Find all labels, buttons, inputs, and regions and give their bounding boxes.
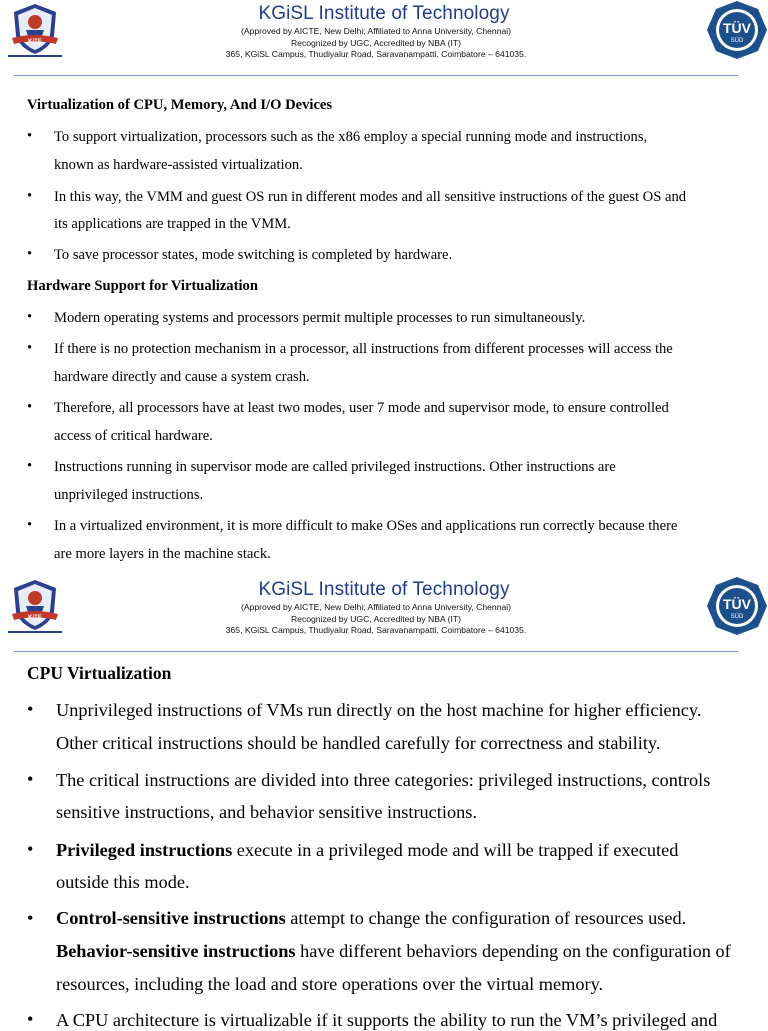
svg-text:SÜD: SÜD [730, 614, 744, 620]
bullet-text: In this way, the VMM and guest OS run in different modes and all sensitive instructions of the guest OS and [54, 189, 687, 205]
bullet-text-rest: execute in a privileged mode and will be trapped if executed [232, 840, 679, 860]
svg-text:KiTE: KiTE [28, 39, 42, 45]
bullet-text: In a virtualized environment, it is more difficult to make OSes and applications run correctly because there [54, 518, 678, 534]
bullet-text: outside this mode. [56, 872, 190, 892]
bullet-marker: • [27, 340, 33, 356]
tuv-logo-icon [706, 0, 768, 60]
header-divider-1 [14, 75, 738, 76]
bullet-text: A CPU architecture is virtualizable if it supports the ability to run the VM’s privileged and [56, 1010, 718, 1030]
bullet-text: hardware directly and cause a system crash. [54, 369, 310, 385]
institute-recognition-line: Recognized by UGC, Accredited by NBA (IT) [290, 38, 462, 48]
term-privileged-instructions: Privileged instructions [56, 840, 233, 860]
term-behavior-sensitive: Behavior-sensitive instructions [56, 941, 296, 961]
bullet-text: sensitive instructions, and behavior sensitive instructions. [56, 802, 477, 822]
bullet-marker: • [27, 309, 33, 325]
section-heading-cpu-virtualization: CPU Virtualization [27, 663, 172, 683]
bullet-text: The critical instructions are divided into three categories: privileged instructions, controls [56, 770, 711, 790]
svg-text:SÜD: SÜD [730, 38, 744, 44]
page-header-2 [0, 576, 768, 652]
bullet-marker: • [27, 839, 34, 859]
term-control-sensitive: Control-sensitive instructions [56, 908, 286, 928]
bullet-marker: • [27, 517, 33, 533]
bullet-marker: • [27, 458, 33, 474]
bullet-text: unprivileged instructions. [54, 487, 204, 503]
bullet-text: known as hardware-assisted virtualization. [54, 157, 303, 173]
bullet-text [56, 941, 731, 962]
institute-address-line: 365, KGiSL Campus, Thudiyalur Road, Saravanampatti, Coimbatore – 641035. [225, 49, 527, 59]
institute-approval-line: (Approved by AICTE, New Delhi; Affiliated to Anna University, Chennai) [240, 26, 512, 36]
institute-approval-line: (Approved by AICTE, New Delhi; Affiliated to Anna University, Chennai) [240, 602, 512, 612]
section-heading-virtualization: Virtualization of CPU, Memory, And I/O Devices [27, 97, 333, 113]
bullet-text: Instructions running in supervisor mode are called privileged instructions. Other instructions are [54, 459, 616, 475]
bullet-marker: • [27, 246, 33, 262]
bullet-text [56, 908, 686, 929]
institute-address-line: 365, KGiSL Campus, Thudiyalur Road, Saravanampatti, Coimbatore – 641035. [225, 625, 527, 635]
bullet-marker: • [27, 908, 34, 928]
page-header-1 [0, 0, 768, 76]
bullet-marker: • [27, 399, 33, 415]
bullet-text-rest: attempt to change the configuration of resources used. [285, 908, 687, 928]
bullet-text: If there is no protection mechanism in a processor, all instructions from different processes will access the [54, 341, 673, 357]
bullet-text: are more layers in the machine stack. [54, 546, 271, 562]
bullet-text: To save processor states, mode switching is completed by hardware. [54, 247, 453, 263]
institute-recognition-line: Recognized by UGC, Accredited by NBA (IT) [290, 614, 462, 624]
bullet-text-rest: have different behaviors depending on the configuration of [295, 941, 731, 961]
svg-text:TÜV: TÜV [723, 596, 751, 612]
bullet-marker: • [27, 188, 33, 204]
svg-text:TÜV: TÜV [723, 20, 751, 36]
section-heading-hardware-support: Hardware Support for Virtualization [27, 278, 258, 294]
bullet-marker: • [27, 1009, 34, 1029]
bullet-text: access of critical hardware. [54, 428, 213, 444]
bullet-text: resources, including the load and store operations over the virtual memory. [56, 974, 604, 994]
tuv-logo-icon [706, 576, 768, 636]
bullet-text: Modern operating systems and processors permit multiple processes to run simultaneously. [54, 310, 586, 326]
bullet-marker: • [27, 769, 34, 789]
bullet-text: To support virtualization, processors such as the x86 employ a special running mode and instructions, [54, 129, 648, 145]
svg-text:KiTE: KiTE [28, 615, 42, 621]
bullet-marker: • [27, 128, 33, 144]
institute-title: KGiSL Institute of Technology [258, 579, 510, 600]
institute-title: KGiSL Institute of Technology [258, 3, 510, 24]
bullet-text: Therefore, all processors have at least two modes, user 7 mode and supervisor mode, to ensure controlled [54, 400, 669, 416]
bullet-text [56, 840, 678, 861]
bullet-text: its applications are trapped in the VMM. [54, 216, 291, 232]
header-divider-2 [14, 651, 738, 652]
bullet-text: Other critical instructions should be handled carefully for correctness and stability. [56, 733, 661, 753]
bullet-marker: • [27, 699, 34, 719]
bullet-text: Unprivileged instructions of VMs run directly on the host machine for higher efficiency. [56, 700, 702, 720]
